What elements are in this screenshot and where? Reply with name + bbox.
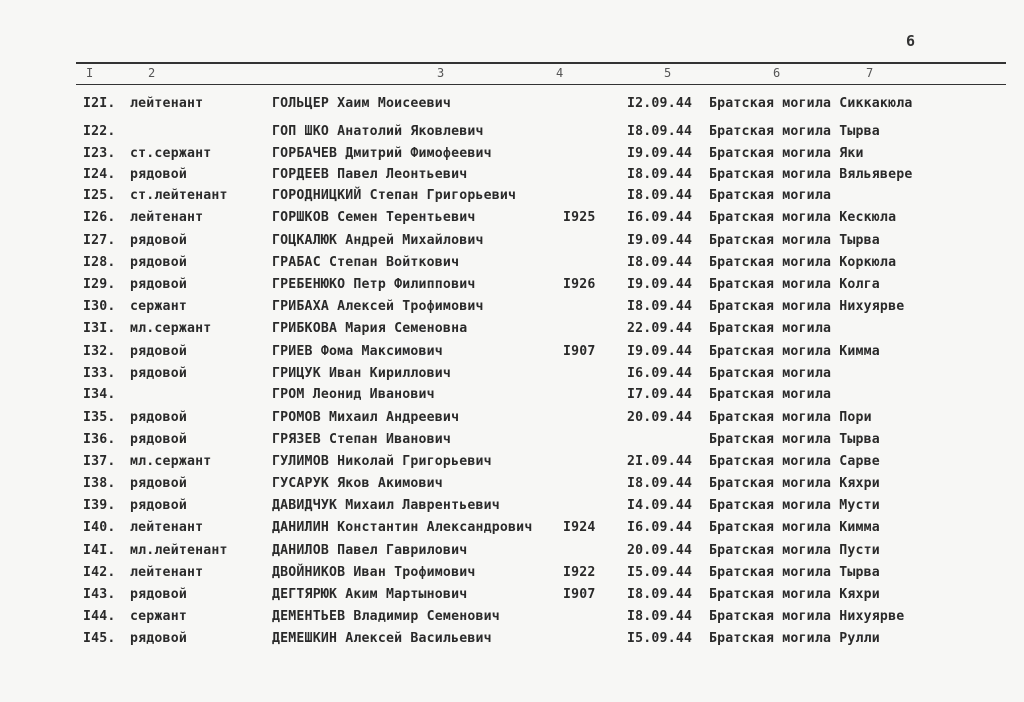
record-number: I2I. <box>83 96 116 111</box>
column-header-3: 3 <box>437 66 445 80</box>
record-death-date: I8.09.44 <box>627 476 693 491</box>
column-header-5: 5 <box>664 66 672 80</box>
record-burial-place: Братская могила Кескюла <box>709 210 897 225</box>
record-rank: рядовой <box>130 587 187 602</box>
record-name: ГРИБАХА Алексей Трофимович <box>272 299 484 314</box>
record-number: I38. <box>83 476 116 491</box>
record-row <box>0 454 1024 474</box>
record-name: ДАВИДЧУК Михаил Лаврентьевич <box>272 498 500 513</box>
record-birth-year: I922 <box>563 565 596 580</box>
record-death-date: I8.09.44 <box>627 609 693 624</box>
record-burial-place: Братская могила <box>709 188 832 203</box>
column-header-6: 6 <box>773 66 781 80</box>
record-burial-place: Братская могила Нихуярве <box>709 609 905 624</box>
record-rank: лейтенант <box>130 210 204 225</box>
record-name: ГРАБАС Степан Войткович <box>272 255 460 270</box>
record-row <box>0 565 1024 585</box>
record-burial-place: Братская могила Колга <box>709 277 880 292</box>
record-name: ДЕМЕНТЬЕВ Владимир Семенович <box>272 609 500 624</box>
record-burial-place: Братская могила Кимма <box>709 520 880 535</box>
record-number: I24. <box>83 167 116 182</box>
record-death-date: I9.09.44 <box>627 344 693 359</box>
record-death-date: I6.09.44 <box>627 520 693 535</box>
record-row <box>0 233 1024 253</box>
record-number: I4I. <box>83 543 116 558</box>
record-name: ГОРБАЧЕВ Дмитрий Фимофеевич <box>272 146 492 161</box>
record-burial-place: Братская могила Тырва <box>709 565 880 580</box>
record-birth-year: I907 <box>563 344 596 359</box>
record-name: ГРЕБЕНЮКО Петр Филиппович <box>272 277 476 292</box>
record-row <box>0 543 1024 563</box>
column-header-2: 2 <box>148 66 156 80</box>
record-rank: мл.сержант <box>130 321 212 336</box>
record-rank: рядовой <box>130 432 187 447</box>
record-number: I29. <box>83 277 116 292</box>
record-burial-place: Братская могила Нихуярве <box>709 299 905 314</box>
record-burial-place: Братская могила Мусти <box>709 498 880 513</box>
record-row <box>0 188 1024 208</box>
record-rank: мл.сержант <box>130 454 212 469</box>
record-rank: рядовой <box>130 255 187 270</box>
record-row <box>0 410 1024 430</box>
record-row <box>0 167 1024 187</box>
record-name: ГУСАРУК Яков Акимович <box>272 476 443 491</box>
record-rank: мл.лейтенант <box>130 543 228 558</box>
record-rank: рядовой <box>130 410 187 425</box>
record-number: I45. <box>83 631 116 646</box>
record-death-date: I8.09.44 <box>627 167 693 182</box>
record-rank: рядовой <box>130 344 187 359</box>
record-number: I43. <box>83 587 116 602</box>
record-burial-place: Братская могила Вяльявере <box>709 167 913 182</box>
record-number: I23. <box>83 146 116 161</box>
record-rank: рядовой <box>130 366 187 381</box>
record-burial-place: Братская могила <box>709 321 832 336</box>
record-death-date: I5.09.44 <box>627 631 693 646</box>
column-header-4: 4 <box>556 66 564 80</box>
record-rank: рядовой <box>130 167 187 182</box>
record-number: I30. <box>83 299 116 314</box>
record-rank: рядовой <box>130 476 187 491</box>
record-rank: ст.лейтенант <box>130 188 228 203</box>
record-burial-place: Братская могила Кимма <box>709 344 880 359</box>
record-row <box>0 255 1024 275</box>
record-number: I3I. <box>83 321 116 336</box>
record-death-date: I6.09.44 <box>627 210 693 225</box>
record-row <box>0 498 1024 518</box>
record-death-date: I5.09.44 <box>627 565 693 580</box>
record-rank: рядовой <box>130 277 187 292</box>
record-row <box>0 366 1024 386</box>
record-row <box>0 609 1024 629</box>
record-burial-place: Братская могила Тырва <box>709 124 880 139</box>
record-name: ГОП ШКО Анатолий Яковлевич <box>272 124 484 139</box>
record-row <box>0 321 1024 341</box>
record-death-date: I9.09.44 <box>627 277 693 292</box>
record-number: I40. <box>83 520 116 535</box>
record-birth-year: I925 <box>563 210 596 225</box>
page-number: 6 <box>906 32 916 50</box>
record-row <box>0 476 1024 496</box>
record-burial-place: Братская могила Коркюла <box>709 255 897 270</box>
record-number: I32. <box>83 344 116 359</box>
record-row <box>0 210 1024 230</box>
record-rank: рядовой <box>130 233 187 248</box>
record-burial-place: Братская могила Кяхри <box>709 476 880 491</box>
record-death-date: 22.09.44 <box>627 321 693 336</box>
record-burial-place: Братская могила Рулли <box>709 631 880 646</box>
record-name: ГОРДЕЕВ Павел Леонтьевич <box>272 167 468 182</box>
record-number: I37. <box>83 454 116 469</box>
record-name: ГОРШКОВ Семен Терентьевич <box>272 210 476 225</box>
record-burial-place: Братская могила Пори <box>709 410 872 425</box>
record-name: ГОЦКАЛЮК Андрей Михайлович <box>272 233 484 248</box>
record-death-date: I6.09.44 <box>627 366 693 381</box>
record-death-date: I9.09.44 <box>627 146 693 161</box>
record-row <box>0 146 1024 166</box>
record-rank: ст.сержант <box>130 146 212 161</box>
record-birth-year: I907 <box>563 587 596 602</box>
record-burial-place: Братская могила Тырва <box>709 432 880 447</box>
record-death-date: I8.09.44 <box>627 124 693 139</box>
record-row <box>0 520 1024 540</box>
record-row <box>0 124 1024 144</box>
record-death-date: 2I.09.44 <box>627 454 693 469</box>
record-death-date: I8.09.44 <box>627 587 693 602</box>
record-burial-place: Братская могила <box>709 387 832 402</box>
record-name: ДАНИЛОВ Павел Гаврилович <box>272 543 468 558</box>
record-number: I35. <box>83 410 116 425</box>
record-number: I42. <box>83 565 116 580</box>
record-death-date: I7.09.44 <box>627 387 693 402</box>
record-name: ГУЛИМОВ Николай Григорьевич <box>272 454 492 469</box>
record-rank: лейтенант <box>130 565 204 580</box>
record-death-date: I8.09.44 <box>627 255 693 270</box>
record-number: I39. <box>83 498 116 513</box>
record-name: ГОЛЬЦЕР Хаим Моисеевич <box>272 96 452 111</box>
record-name: ДАНИЛИН Константин Александрович <box>272 520 533 535</box>
record-number: I28. <box>83 255 116 270</box>
record-burial-place: Братская могила <box>709 366 832 381</box>
record-row <box>0 277 1024 297</box>
record-rank: лейтенант <box>130 96 204 111</box>
record-row <box>0 631 1024 651</box>
record-number: I34. <box>83 387 116 402</box>
record-name: ГОРОДНИЦКИЙ Степан Григорьевич <box>272 188 517 203</box>
record-name: ГРОМОВ Михаил Андреевич <box>272 410 460 425</box>
record-name: ДВОЙНИКОВ Иван Трофимович <box>272 565 476 580</box>
record-burial-place: Братская могила Кяхри <box>709 587 880 602</box>
record-death-date: I8.09.44 <box>627 188 693 203</box>
record-row <box>0 96 1024 116</box>
record-number: I36. <box>83 432 116 447</box>
record-death-date: I2.09.44 <box>627 96 693 111</box>
record-name: ДЕМЕШКИН Алексей Васильевич <box>272 631 492 646</box>
record-number: I33. <box>83 366 116 381</box>
record-number: I26. <box>83 210 116 225</box>
record-row <box>0 432 1024 452</box>
record-rank: лейтенант <box>130 520 204 535</box>
record-birth-year: I924 <box>563 520 596 535</box>
record-name: ГРИЦУК Иван Кириллович <box>272 366 452 381</box>
record-name: ГРОМ Леонид Иванович <box>272 387 435 402</box>
record-burial-place: Братская могила Сиккакюла <box>709 96 913 111</box>
record-number: I25. <box>83 188 116 203</box>
record-rank: рядовой <box>130 498 187 513</box>
record-row <box>0 587 1024 607</box>
record-name: ГРИБКОВА Мария Семеновна <box>272 321 468 336</box>
record-row <box>0 299 1024 319</box>
record-death-date: I4.09.44 <box>627 498 693 513</box>
record-burial-place: Братская могила Тырва <box>709 233 880 248</box>
record-row <box>0 344 1024 364</box>
record-rank: сержант <box>130 299 187 314</box>
record-death-date: I8.09.44 <box>627 299 693 314</box>
column-header-7: 7 <box>866 66 874 80</box>
header-rule-bottom <box>76 84 1006 85</box>
record-death-date: 20.09.44 <box>627 543 693 558</box>
record-row <box>0 387 1024 407</box>
record-number: I44. <box>83 609 116 624</box>
record-rank: рядовой <box>130 631 187 646</box>
header-rule-top <box>76 62 1006 64</box>
record-death-date: I9.09.44 <box>627 233 693 248</box>
record-name: ГРИЕВ Фома Максимович <box>272 344 443 359</box>
record-death-date: 20.09.44 <box>627 410 693 425</box>
record-rank: сержант <box>130 609 187 624</box>
record-birth-year: I926 <box>563 277 596 292</box>
record-number: I22. <box>83 124 116 139</box>
record-burial-place: Братская могила Сарве <box>709 454 880 469</box>
record-burial-place: Братская могила Яки <box>709 146 864 161</box>
record-name: ДЕГТЯРЮК Аким Мартынович <box>272 587 468 602</box>
column-header-1: I <box>86 66 94 80</box>
record-number: I27. <box>83 233 116 248</box>
record-burial-place: Братская могила Пусти <box>709 543 880 558</box>
record-name: ГРЯЗЕВ Степан Иванович <box>272 432 452 447</box>
